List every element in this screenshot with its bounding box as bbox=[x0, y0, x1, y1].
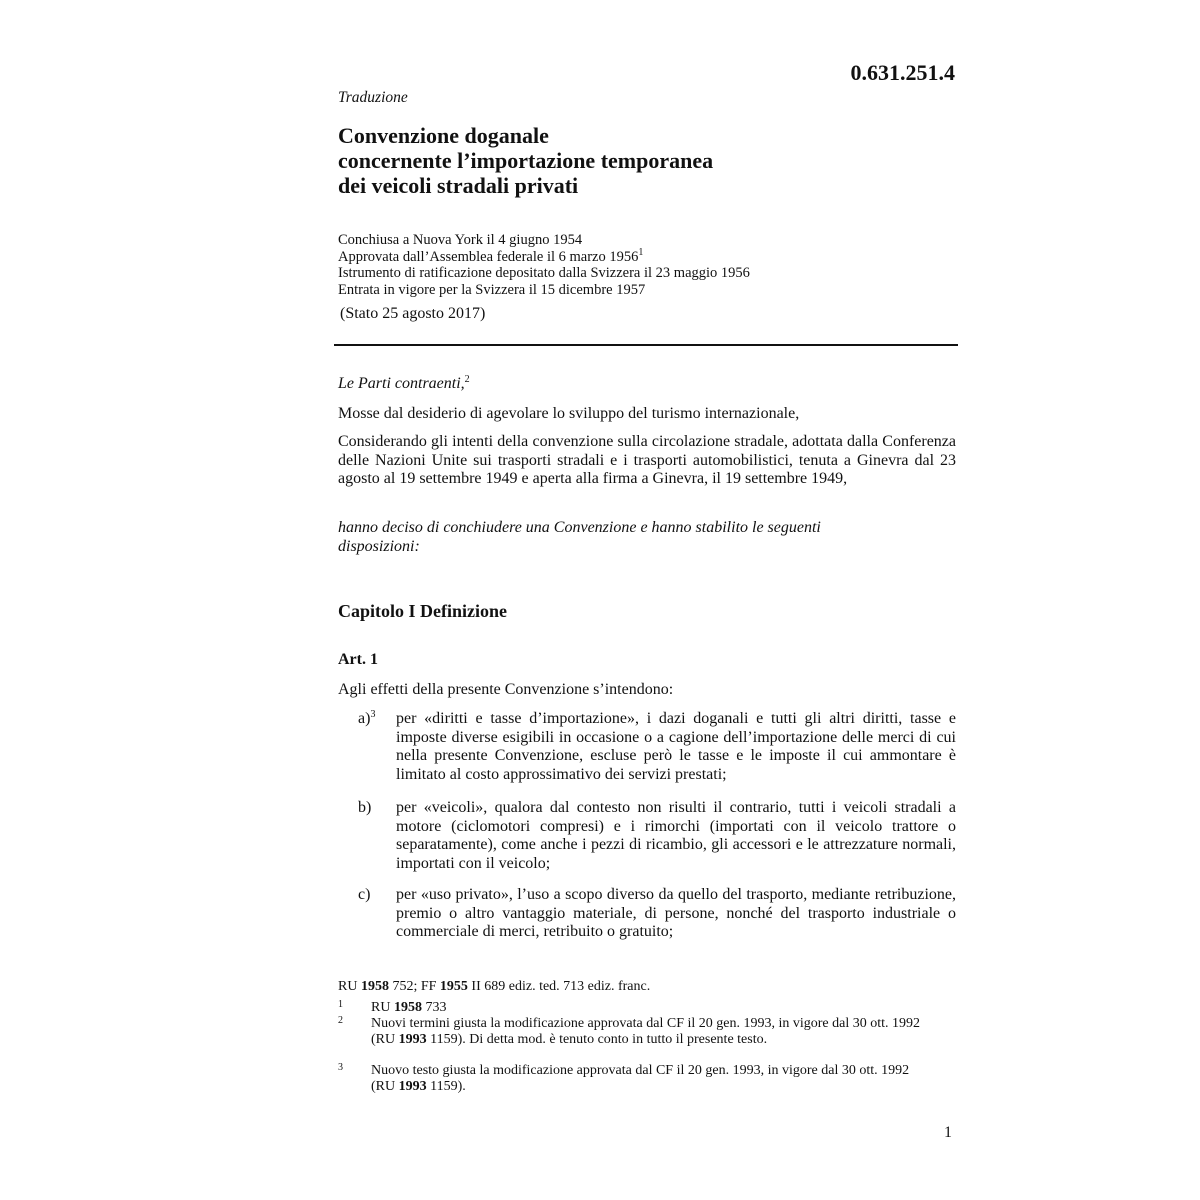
footnote-number: 1 bbox=[338, 999, 343, 1010]
list-item-label: c) bbox=[358, 886, 371, 903]
list-item-text: per «veicoli», qualora dal contesto non risulti il contrario, tutti i veicoli stradali a motore (ciclomotori compresi) e i rimorchi (importati con il veicolo trattore o separatamente), come anche i pezzi di ricambio, gli accessori e le attrezzature normali, importati con il veicolo; bbox=[396, 799, 956, 872]
source-reference bbox=[338, 979, 650, 995]
preamble-parties bbox=[338, 375, 956, 394]
list-item-label bbox=[358, 710, 375, 729]
footnote-2 bbox=[338, 1016, 938, 1047]
footnote-number: 2 bbox=[338, 1015, 343, 1026]
list-item-text: per «uso privato», l’uso a scopo diverso da quello del trasporto, mediante retribuzione, premio o altro vantaggio materiale, di persone, nonché del trasporto industriale o commerciale di merci, retribuito o gratuito; bbox=[396, 886, 956, 940]
chapter-heading: Capitolo I Definizione bbox=[338, 601, 507, 621]
preamble-paragraph-1: Mosse dal desiderio di agevolare lo sviluppo del turismo internazionale, bbox=[338, 405, 800, 422]
document-number: 0.631.251.4 bbox=[850, 60, 955, 85]
fn-text-post: 1159). Di detta mod. è tenuto conto in tutto il presente testo. bbox=[426, 1031, 768, 1047]
in-force-line: Entrata in vigore per la Svizzera il 15 dicembre 1957 bbox=[338, 281, 646, 298]
fn-text-pre: RU bbox=[371, 1000, 394, 1015]
fn-text-bold: 1993 bbox=[398, 1031, 427, 1047]
footnote-ref-2[interactable]: 2 bbox=[464, 374, 470, 385]
ru-year: 1958 bbox=[360, 979, 389, 994]
fn-text-pre: Nuovi termini giusta la modificazione approvata dal CF il 20 gen. 1993, in vigore dal 30 ott. 1992 (RU bbox=[371, 1016, 921, 1047]
list-item bbox=[338, 886, 956, 942]
parties-text: Le Parti contraenti, bbox=[338, 375, 465, 392]
translation-label: Traduzione bbox=[338, 89, 408, 106]
ratification-line: Istrumento di ratificazione depositato dalla Svizzera il 23 maggio 1956 bbox=[338, 265, 750, 281]
fn-text-post: 1159). bbox=[426, 1078, 466, 1094]
fn-text-bold: 1958 bbox=[393, 1000, 422, 1015]
item-a-label: a) bbox=[358, 710, 371, 727]
document-metadata bbox=[338, 232, 750, 298]
list-item-text: per «diritti e tasse d’importazione», i dazi doganali e tutti gli altri diritti, tasse e imposte diverse esigibili in occasione o a cagione dell’importazione delle merci di cui nella presente Convenzione, escluse però le tasse e le imposte il cui ammontare è limitato al costo approssimativo dei servizi prestati; bbox=[396, 710, 956, 783]
title-line-3: dei veicoli stradali privati bbox=[338, 173, 579, 198]
footnote-text bbox=[371, 1016, 931, 1047]
fn-text-pre: Nuovo testo giusta la modificazione approvata dal CF il 20 gen. 1993, in vigore dal 30 ott. 1992 (RU bbox=[371, 1063, 910, 1094]
footnote-ref-3[interactable]: 3 bbox=[370, 709, 376, 720]
title-line-2: concernente l’importazione temporanea bbox=[338, 148, 714, 173]
preamble-paragraph-3: hanno deciso di conchiudere una Convenzione e hanno stabilito le seguenti disposizioni: bbox=[338, 519, 821, 555]
ru-label: RU bbox=[338, 979, 361, 994]
fn-text-bold: 1993 bbox=[398, 1078, 427, 1094]
footnote-3 bbox=[338, 1063, 938, 1094]
footnote-text bbox=[371, 1063, 931, 1094]
footnote-number: 3 bbox=[338, 1062, 343, 1073]
footnote-text bbox=[371, 1000, 931, 1016]
ff-year: 1955 bbox=[439, 979, 468, 994]
article-intro: Agli effetti della presente Convenzione s’intendono: bbox=[338, 681, 674, 698]
fn-text-post: 733 bbox=[421, 1000, 447, 1015]
list-item-label: b) bbox=[358, 799, 372, 816]
concluded-line: Conchiusa a Nuova York il 4 giugno 1954 bbox=[338, 232, 583, 248]
article-heading: Art. 1 bbox=[338, 651, 378, 668]
list-item bbox=[338, 799, 956, 873]
footnote-ref-1[interactable]: 1 bbox=[638, 246, 644, 258]
approved-line bbox=[338, 246, 750, 266]
document-title bbox=[338, 123, 713, 198]
ff-rest: II 689 ediz. ted. 713 ediz. franc. bbox=[467, 979, 651, 994]
list-item bbox=[338, 710, 956, 784]
page-number: 1 bbox=[944, 1124, 952, 1141]
footnote-1 bbox=[338, 1000, 938, 1016]
header-divider bbox=[334, 344, 958, 346]
approved-text: Approvata dall’Assemblea federale il 6 marzo 1956 bbox=[338, 248, 639, 265]
title-line-1: Convenzione doganale bbox=[338, 123, 549, 148]
ru-rest: 752; FF bbox=[388, 979, 440, 994]
preamble-paragraph-2: Considerando gli intenti della convenzione sulla circolazione stradale, adottata dalla Conferenza delle Nazioni Unite sui trasporti stradali e i trasporti automobilistici, tenuta a Ginevra dal 23 agosto al 19 settembre 1949 e aperta alla firma a Ginevra, il 19 settembre 1949, bbox=[338, 433, 956, 487]
status-date: (Stato 25 agosto 2017) bbox=[340, 305, 486, 322]
